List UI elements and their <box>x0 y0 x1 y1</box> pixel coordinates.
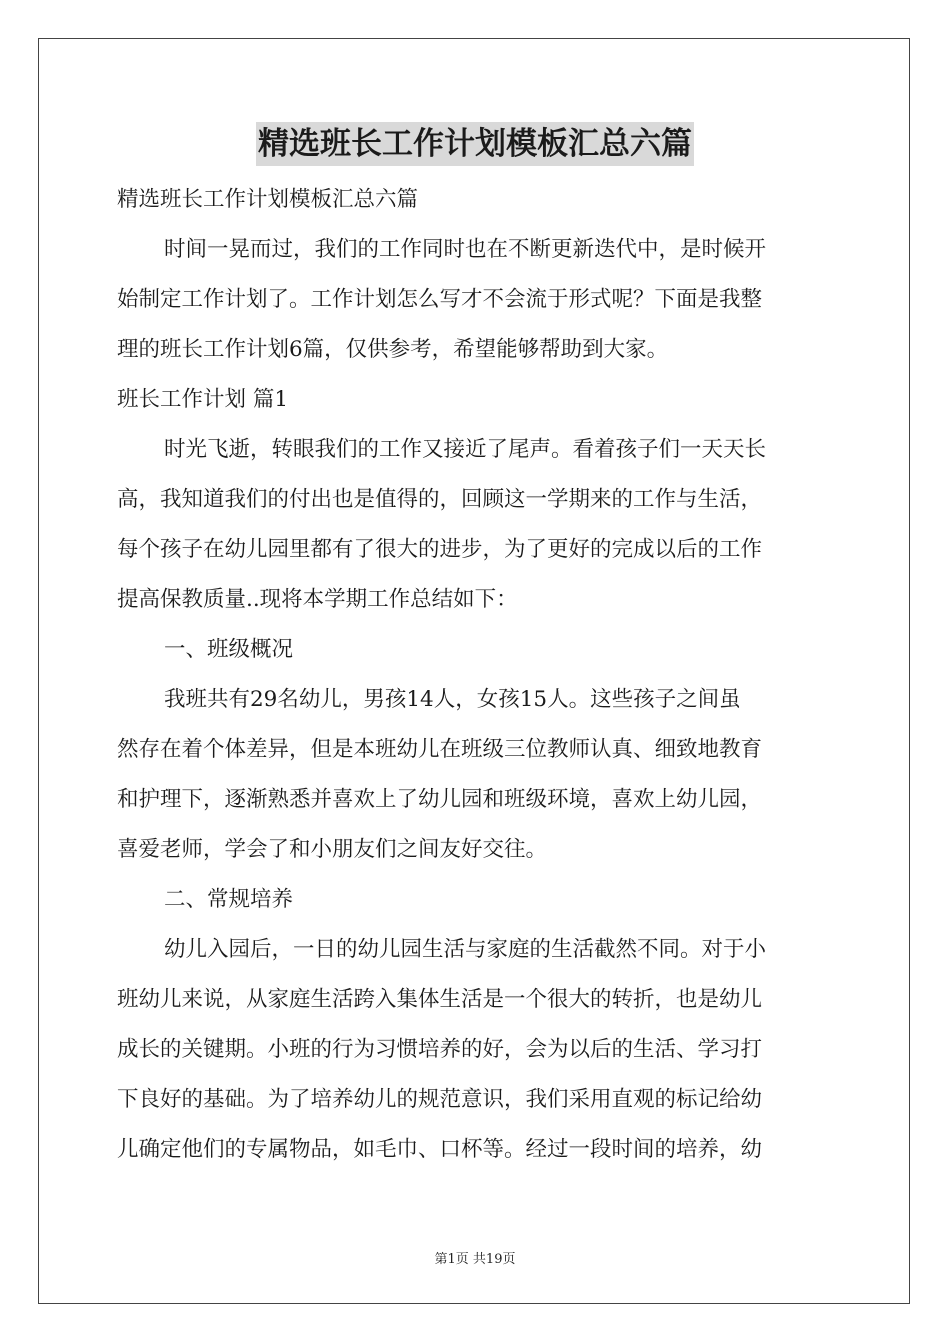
paragraph-line: 班幼儿来说，从家庭生活跨入集体生活是一个很大的转折，也是幼儿 <box>117 987 763 1012</box>
document-subtitle: 精选班长工作计划模板汇总六篇 <box>117 187 419 212</box>
paragraph-line: 幼儿入园后，一日的幼儿园生活与家庭的生活截然不同。对于小 <box>164 937 767 962</box>
paragraph <box>117 925 833 1175</box>
paragraph-line: 高，我知道我们的付出也是值得的，回顾这一学期来的工作与生活， <box>117 487 763 512</box>
paragraph-line: 儿确定他们的专属物品，如毛巾、口杯等。经过一段时间的培养，幼 <box>117 1137 763 1162</box>
paragraph <box>117 425 833 625</box>
paragraph-line: 始制定工作计划了。工作计划怎么写才不会流于形式呢？下面是我整 <box>117 287 763 312</box>
title-container <box>0 122 950 166</box>
paragraph-line: 下良好的基础。为了培养幼儿的规范意识，我们采用直观的标记给幼 <box>117 1087 763 1112</box>
paragraph-line: 和护理下，逐渐熟悉并喜欢上了幼儿园和班级环境，喜欢上幼儿园， <box>117 787 763 812</box>
paragraph-line: 我班共有29名幼儿，男孩14人，女孩15人。这些孩子之间虽 <box>164 687 741 712</box>
subsection-heading: 一、班级概况 <box>164 637 294 662</box>
paragraph-line: 时光飞逝，转眼我们的工作又接近了尾声。看着孩子们一天天长 <box>164 437 767 462</box>
paragraph-line: 成长的关键期。小班的行为习惯培养的好，会为以后的生活、学习打 <box>117 1037 763 1062</box>
paragraph-line: 理的班长工作计划6篇，仅供参考，希望能够帮助到大家。 <box>117 337 669 362</box>
paragraph <box>117 225 833 375</box>
paragraph <box>117 675 833 875</box>
paragraph-line: 然存在着个体差异，但是本班幼儿在班级三位教师认真、细致地教育 <box>117 737 763 762</box>
paragraph-line: 时间一晃而过，我们的工作同时也在不断更新迭代中，是时候开 <box>164 237 767 262</box>
paragraph-line: 提高保教质量..现将本学期工作总结如下： <box>117 587 518 612</box>
subsection-heading: 二、常规培养 <box>164 887 294 912</box>
paragraph-line: 每个孩子在幼儿园里都有了很大的进步，为了更好的完成以后的工作 <box>117 537 763 562</box>
paragraph-line: 喜爱老师，学会了和小朋友们之间友好交往。 <box>117 837 548 862</box>
section-heading: 班长工作计划 篇1 <box>117 387 289 412</box>
document-title: 精选班长工作计划模板汇总六篇 <box>256 122 694 166</box>
document-body <box>117 175 833 1175</box>
page-footer: 第1页 共19页 <box>434 1252 516 1267</box>
